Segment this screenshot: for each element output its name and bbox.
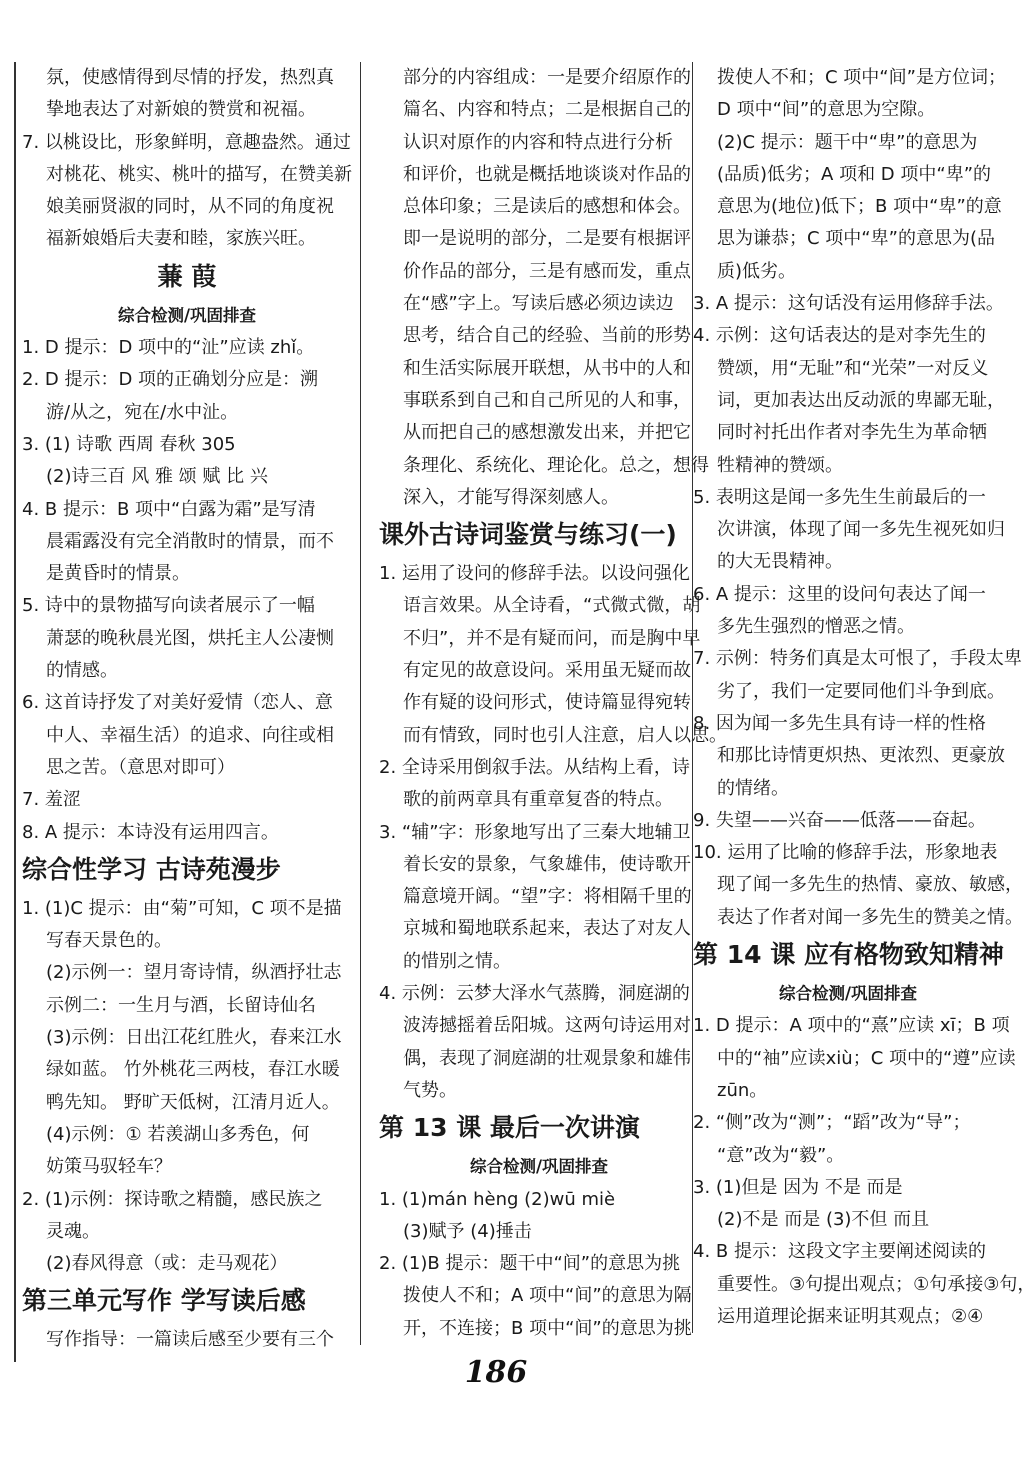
answer-line: 意思为(地位)低下；B 项中“卑”的意: [717, 196, 1002, 218]
answer-item: 8. 因为闻一多先生具有诗一样的性格: [693, 712, 986, 734]
answer-line: (3)示例：日出江花红胜火，春来江水: [46, 1027, 342, 1049]
answer-line: 和生活实际展开联想，从书中的人和: [403, 357, 691, 379]
answer-line: 氛，使感情得到尽情的抒发，热烈真: [46, 67, 334, 88]
answer-line: 绿如蓝。 竹外桃花三两枝，春江水暖: [46, 1059, 340, 1081]
answer-line: 示例二：一生月与酒，长留诗仙名: [46, 994, 316, 1016]
answer-line: 拨使人不和；C 项中“间”是方位词；: [717, 67, 1006, 88]
answer-line: 写春天景色的。: [46, 930, 172, 952]
answer-line: 深入，才能写得深刻感人。: [403, 486, 619, 508]
answer-line: 思考，结合自己的经验、当前的形势: [403, 325, 691, 347]
answer-line: 篇名、内容和特点；二是根据自己的: [403, 99, 691, 121]
answer-line: 开，不连接；B 项中“间”的意思为挑: [403, 1317, 692, 1339]
answer-line: 次讲演，体现了闻一多先生视死如归: [717, 519, 1005, 541]
answer-line: 写作指导：一篇读后感至少要有三个: [46, 1329, 334, 1351]
answer-line: “意”改为“毅”。: [717, 1144, 845, 1166]
answer-item: 4. 示例：这句话表达的是对李先生的: [693, 325, 986, 347]
answer-item: 6. A 提示：这里的设问句表达了闻一: [693, 583, 986, 605]
answer-line: 中人、幸福生活）的追求、向往或相: [46, 724, 334, 746]
answer-item: 4. B 提示：这段文字主要阐述阅读的: [693, 1241, 986, 1263]
answer-item: 1. 运用了设问的修辞手法。以设问强化: [379, 563, 690, 585]
section-heading: 综合性学习 古诗苑漫步: [22, 854, 281, 884]
answer-item: 2. (1)B 提示：题干中“间”的意思为挑: [379, 1253, 681, 1275]
answer-line: 妨策马驭轻车？: [46, 1156, 172, 1178]
answer-item: 1. (1)mán hèng (2)wū miè: [379, 1188, 616, 1210]
answer-line: 价作品的部分，三是有感而发，重点: [403, 260, 691, 282]
answer-item: 7. 羞涩: [22, 789, 81, 811]
answer-item: 2. (1)示例：探诗歌之精髓，感民族之: [22, 1188, 323, 1210]
answer-line: 部分的内容组成：一是要介绍原作的: [403, 67, 691, 88]
answer-line: 不归”，并不是有疑而问，而是胸中早: [403, 627, 701, 649]
left-column-rule: [14, 62, 16, 1362]
section-heading: 第 13 课 最后一次讲演: [379, 1113, 640, 1143]
answer-line: 拨使人不和；A 项中“间”的意思为隔: [403, 1285, 692, 1307]
section-heading: 课外古诗词鉴赏与练习(一): [379, 520, 677, 550]
answer-line: 即一是说明的部分，二是要有根据评: [403, 228, 691, 250]
answer-line: 现了闻一多先生的热情、豪放、敏感，: [717, 874, 1023, 896]
answer-line: 事联系到自己和自己所见的人和事，: [403, 389, 691, 411]
answer-line: 游/从之，宛在/水中沚。: [46, 401, 239, 423]
answer-item: 5. 诗中的景物描写向读者展示了一幅: [22, 595, 315, 617]
page-number: 186: [464, 1355, 528, 1390]
subheading: 综合检测/巩固排查: [117, 305, 257, 325]
answer-item: 1. D 提示：A 项中的“熹”应读 xī；B 项: [693, 1015, 1010, 1037]
answer-item: 3. “辅”字：形象地写出了三秦大地辅卫: [379, 821, 691, 843]
section-heading: 第三单元写作 学写读后感: [22, 1286, 306, 1316]
answer-line: 质)低劣。: [717, 260, 797, 282]
answer-line: 运用道理论据来证明其观点；②④: [717, 1305, 984, 1327]
answer-item: 1. D 提示：D 项中的“沚”应读 zhǐ。: [22, 337, 315, 359]
answer-item: 4. 示例：云梦大泽水气蒸腾，洞庭湖的: [379, 983, 690, 1005]
answer-column-3: [692, 62, 1035, 1333]
subheading: 综合检测/巩固排查: [778, 984, 918, 1004]
answer-line: 思为谦恭；C 项中“卑”的意思为(品: [717, 228, 995, 250]
answer-item: 7. 示例：特务们真是太可恨了，手段太卑: [693, 648, 1022, 670]
answer-line: 是黄昏时的情景。: [46, 563, 190, 585]
answer-line: 词，更加表达出反动派的卑鄙无耻，: [717, 389, 1005, 411]
answer-line: 重要性。③句提出观点；①句承接③句，: [717, 1273, 1035, 1295]
answer-item: 3. A 提示：这句话没有运用修辞手法。: [693, 293, 1004, 315]
answer-line: 对桃花、桃实、桃叶的描写，在赞美新: [46, 163, 352, 185]
answer-line: (2)春风得意（或：走马观花）: [46, 1253, 288, 1275]
answer-line: 娘美丽贤淑的同时，从不同的角度祝: [46, 196, 334, 218]
answer-line: 总体印象；三是读后的感想和体会。: [403, 196, 691, 218]
answer-item: 8. A 提示：本诗没有运用四言。: [22, 821, 279, 843]
answer-line: 的情绪。: [717, 777, 789, 799]
answer-line: 歌的前两章具有重章复沓的特点。: [403, 789, 673, 811]
answer-line: 着长安的景象，气象雄伟，使诗歌开: [403, 853, 691, 875]
section-heading: 蒹 葭: [157, 261, 217, 291]
answer-line: (3)赋予 (4)捶击: [403, 1220, 532, 1242]
answer-line: (品质)低劣；A 项和 D 项中“卑”的: [717, 163, 992, 185]
answer-line: (2)诗三百 风 雅 颂 赋 比 兴: [46, 466, 268, 488]
answer-line: D 项中“间”的意思为空隙。: [717, 99, 936, 121]
answer-item: 7. 以桃设比，形象鲜明，意趣盎然。通过: [22, 131, 351, 153]
answer-line: (2)示例一：望月寄诗情，纵酒抒壮志: [46, 962, 342, 984]
answer-line: 气势。: [403, 1079, 457, 1101]
answer-line: zūn。: [717, 1079, 768, 1101]
answer-line: 灵魂。: [46, 1220, 100, 1242]
answer-line: 作有疑的设问形式，使诗篇显得宛转: [403, 692, 691, 714]
answer-line: 而有情致，同时也引人注意，启人以思。: [403, 724, 727, 746]
answer-column-1: [22, 62, 352, 1357]
answer-item: 4. B 提示：B 项中“白露为霜”是写清: [22, 498, 316, 520]
answer-line: 思之苦。（意思对即可）: [46, 756, 235, 778]
answer-line: 和那比诗情更炽热、更浓烈、更豪放: [717, 745, 1005, 767]
answer-line: (4)示例：① 若羡湖山多秀色，何: [46, 1123, 310, 1145]
answer-item: 2. 全诗采用倒叙手法。从结构上看，诗: [379, 756, 690, 778]
answer-item: 5. 表明这是闻一多先生生前最后的一: [693, 486, 986, 508]
answer-line: 多先生强烈的憎恶之情。: [717, 616, 915, 638]
answer-line: 同时衬托出作者对李先生为革命牺: [717, 422, 987, 444]
subheading: 综合检测/巩固排查: [469, 1157, 609, 1177]
answer-line: 鸭先知。 野旷天低树，江清月近人。: [46, 1091, 340, 1113]
answer-line: 萧瑟的晚秋晨光图，烘托主人公凄恻: [46, 627, 334, 649]
section-heading: 第 14 课 应有格物致知精神: [693, 940, 1004, 970]
answer-line: 牲精神的赞颂。: [717, 454, 843, 476]
answer-line: 认识对原作的内容和特点进行分析: [403, 131, 673, 153]
answer-line: 挚地表达了对新娘的赞赏和祝福。: [46, 99, 316, 121]
answer-line: 从而把自己的感想激发出来，并把它: [403, 422, 691, 444]
answer-line: 偶，表现了洞庭湖的壮观景象和雄伟: [403, 1047, 691, 1069]
answer-line: (2)C 提示：题干中“卑”的意思为: [717, 131, 978, 153]
answer-line: 在“感”字上。写读后感必须边读边: [403, 293, 674, 315]
answer-item: 10. 运用了比喻的修辞手法，形象地表: [693, 842, 998, 864]
answer-item: 9. 失望——兴奋——低落——奋起。: [693, 809, 986, 831]
answer-line: 劣了，我们一定要同他们斗争到底。: [717, 680, 1005, 702]
answer-item: 3. (1) 诗歌 西周 春秋 305: [22, 433, 236, 455]
answer-line: 赞颂，用“无耻”和“光荣”一对反义: [717, 357, 989, 379]
answer-line: 晨霜露没有完全消散时的情景，而不: [46, 530, 334, 552]
answer-line: 的情感。: [46, 660, 118, 682]
answer-item: 2. D 提示：D 项的正确划分应是：溯: [22, 369, 319, 391]
answer-column-2: [360, 62, 727, 1345]
answer-line: 的惜别之情。: [403, 950, 511, 972]
answer-line: 篇意境开阔。“望”字：将相隔千里的: [403, 886, 692, 908]
answer-line: 福新娘婚后夫妻和睦，家族兴旺。: [46, 228, 316, 250]
answer-item: 2. “侧”改为“测”；“蹈”改为“导”；: [693, 1112, 971, 1134]
answer-line: 中的“袖”应读xiù；C 项中的“遵”应读: [717, 1047, 1016, 1069]
answer-line: 表达了作者对闻一多先生的赞美之情。: [717, 906, 1023, 928]
answer-item: 3. (1)但是 因为 不是 而是: [693, 1176, 903, 1198]
answer-line: 条理化、系统化、理论化。总之，想得: [403, 454, 709, 476]
answer-line: 京城和蜀地联系起来，表达了对友人: [403, 918, 691, 940]
answer-item: 6. 这首诗抒发了对美好爱情（恋人、意: [22, 692, 333, 714]
answer-line: 和评价，也就是概括地谈谈对作品的: [403, 163, 691, 185]
answer-line: (2)不是 而是 (3)不但 而且: [717, 1209, 930, 1231]
answer-line: 语言效果。从全诗看，“式微式微，胡: [403, 595, 701, 617]
answer-line: 的大无畏精神。: [717, 551, 843, 573]
answer-line: 波涛撼摇着岳阳城。这两句诗运用对: [403, 1015, 691, 1037]
answer-line: 有定见的故意设问。采用虽无疑而故: [403, 660, 691, 682]
answer-item: 1. (1)C 提示：由“菊”可知，C 项不是描: [22, 897, 342, 919]
